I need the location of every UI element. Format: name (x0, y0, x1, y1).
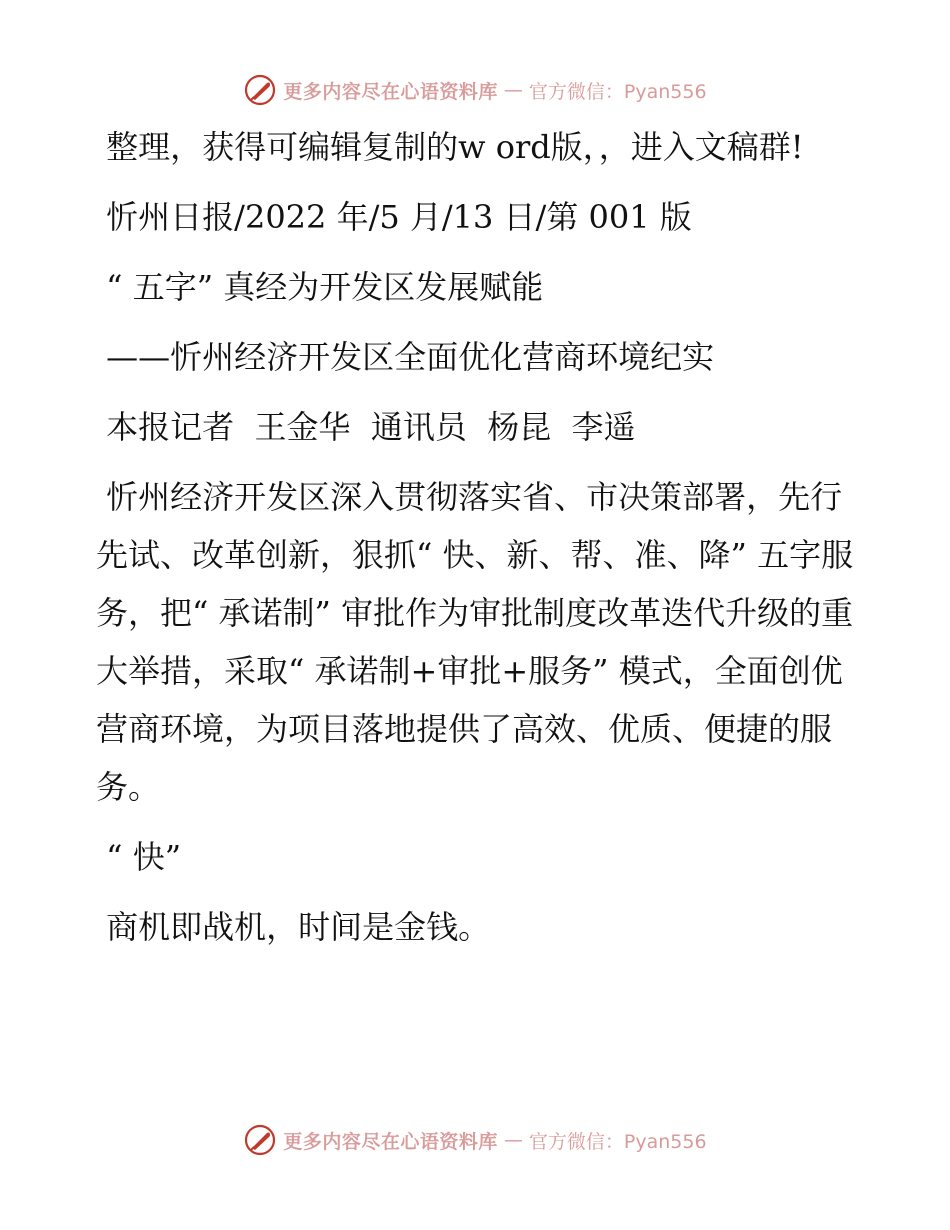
watermark-separator: — (503, 79, 523, 101)
watermark-wechat-text: 官方微信：Pyan556 (528, 1130, 707, 1153)
closing-line: 商机即战机，时间是金钱。 (96, 908, 491, 946)
watermark-site-text: 更多内容尽在心语资料库 (283, 80, 498, 103)
footer-watermark (0, 1120, 950, 1160)
watermark-site-text: 更多内容尽在心语资料库 (283, 1130, 498, 1153)
source-line: 忻州日报/2022 年/5 月/13 日/第 001 版 (96, 198, 692, 236)
header-watermark (0, 70, 950, 110)
body-paragraph: 忻州经济开发区深入贯彻落实省、市决策部署，先行先试、改革创新，狠抓“ 快、新、帮、准、降” 五字服务，把“ 承诺制” 审批作为审批制度改革迭代升级的重大举措，采取“ 承诺制+审批+服务” 模式，全面创优营商环境，为项目落地提供了高效、优质、便捷的服务。 (96, 478, 854, 806)
document-body (96, 118, 856, 968)
article-subtitle: ——忻州经济开发区全面优化营商环境纪实 (96, 338, 715, 376)
watermark-separator: — (503, 1129, 523, 1151)
article-title: “ 五字” 真经为开发区发展赋能 (96, 268, 544, 306)
watermark-wechat-text: 官方微信：Pyan556 (528, 80, 707, 103)
section-heading: “ 快” (96, 838, 182, 876)
intro-paragraph: 整理，获得可编辑复制的w ord版，，进入文稿群! (96, 128, 804, 166)
feather-pen-logo-icon (243, 1123, 277, 1157)
byline: 本报记者 王金华 通讯员 杨昆 李遥 (96, 408, 636, 446)
feather-pen-logo-icon (243, 73, 277, 107)
